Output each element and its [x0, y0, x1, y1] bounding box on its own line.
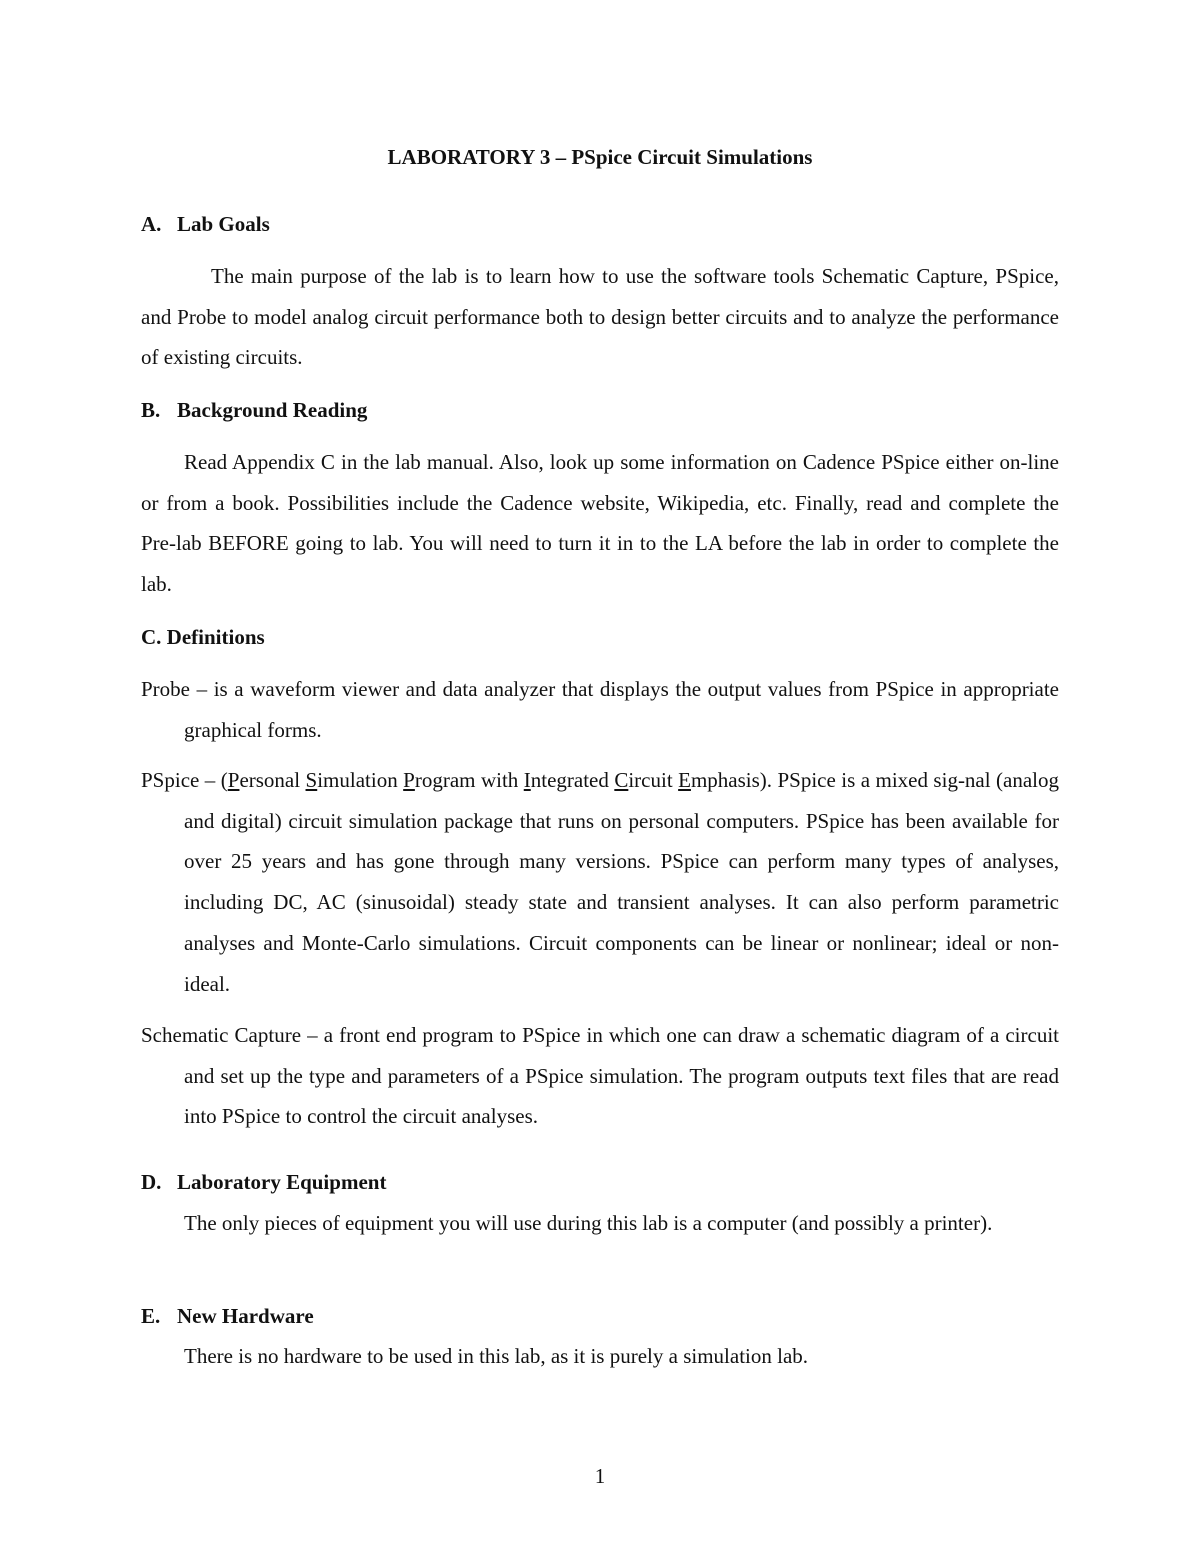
- acronym-c: C: [614, 768, 629, 792]
- acronym-p: P: [227, 768, 240, 792]
- section-d-body: The only pieces of equipment you will use during this lab is a computer (and possibly a printer).: [184, 1211, 993, 1235]
- section-b-letter: B.: [141, 398, 161, 422]
- acronym-pr: P: [403, 768, 415, 792]
- definition-pspice-term: PSpice: [141, 768, 200, 792]
- page-title: LABORATORY 3 – PSpice Circuit Simulations: [387, 145, 813, 169]
- section-e-title: New Hardware: [177, 1304, 314, 1328]
- section-b-heading: [141, 396, 367, 424]
- section-e-body: There is no hardware to be used in this lab, as it is purely a simulation lab.: [184, 1344, 809, 1368]
- acronym-e-rest: mphasis).: [690, 768, 778, 792]
- section-a-body: The main purpose of the lab is to learn how to use the software tools Schematic Capture, PSpice, and Probe to model analog circuit performance both to design better circuits and to analyze the performance of existing circuits.: [141, 264, 1059, 370]
- definition-schematic-capture: [141, 1015, 1059, 1137]
- definition-pspice: [141, 760, 1059, 1004]
- definition-pspice-text: PSpice is a mixed sig-nal (analog and digital) circuit simulation package that runs on personal computers. PSpice has been available for over 25 years and has gone through many versions. PSpice can perform many types of analyses, including DC, AC (sinusoidal) steady state and transient analyses. It can also perform parametric analyses and Monte-Carlo simulations. Circuit components can be linear or nonlinear; ideal or non-ideal.: [184, 768, 1060, 996]
- section-a-letter: A.: [141, 212, 162, 236]
- acronym-c-rest: ircuit: [628, 768, 679, 792]
- acronym-s-rest: imulation: [317, 768, 404, 792]
- acronym-s: S: [305, 768, 318, 792]
- acronym-e: E: [678, 768, 691, 792]
- definition-probe-term: Probe: [141, 677, 190, 701]
- definition-probe-text: – is a waveform viewer and data analyzer that displays the output values from PSpice in appropriate graphical forms.: [184, 677, 1059, 742]
- section-b-body: Read Appendix C in the lab manual. Also, look up some information on Cadence PSpice either on-line or from a book. Possibilities include the Cadence website, Wikipedia, etc. Finally, read and complete the Pre-lab BEFORE going to lab. You will need to turn it in to the LA before the lab in order to complete the lab.: [141, 450, 1059, 597]
- definition-schematic-term: Schematic Capture: [141, 1023, 302, 1047]
- definition-probe: [141, 669, 1059, 750]
- section-e-heading: [141, 1302, 314, 1330]
- page-number: 1: [594, 1464, 606, 1488]
- acronym-pr-rest: rogram with: [414, 768, 524, 792]
- acronym-i: I: [523, 768, 531, 792]
- section-c-heading: C. Definitions: [141, 625, 265, 649]
- section-d-title: Laboratory Equipment: [177, 1170, 387, 1194]
- acronym-p-rest: ersonal: [239, 768, 306, 792]
- section-a-title: Lab Goals: [177, 212, 270, 236]
- section-e-letter: E.: [141, 1304, 161, 1328]
- acronym-i-rest: ntegrated: [530, 768, 615, 792]
- definition-pspice-dash: – (: [199, 768, 228, 792]
- definition-schematic-text: – a front end program to PSpice in which one can draw a schematic diagram of a circuit and set up the type and parameters of a PSpice simulation. The program outputs text files that are read into PSpice to control the circuit analyses.: [184, 1023, 1059, 1129]
- section-d-letter: D.: [141, 1170, 162, 1194]
- section-d-heading: [141, 1168, 386, 1196]
- section-b-title: Background Reading: [177, 398, 368, 422]
- section-a-heading: [141, 210, 270, 238]
